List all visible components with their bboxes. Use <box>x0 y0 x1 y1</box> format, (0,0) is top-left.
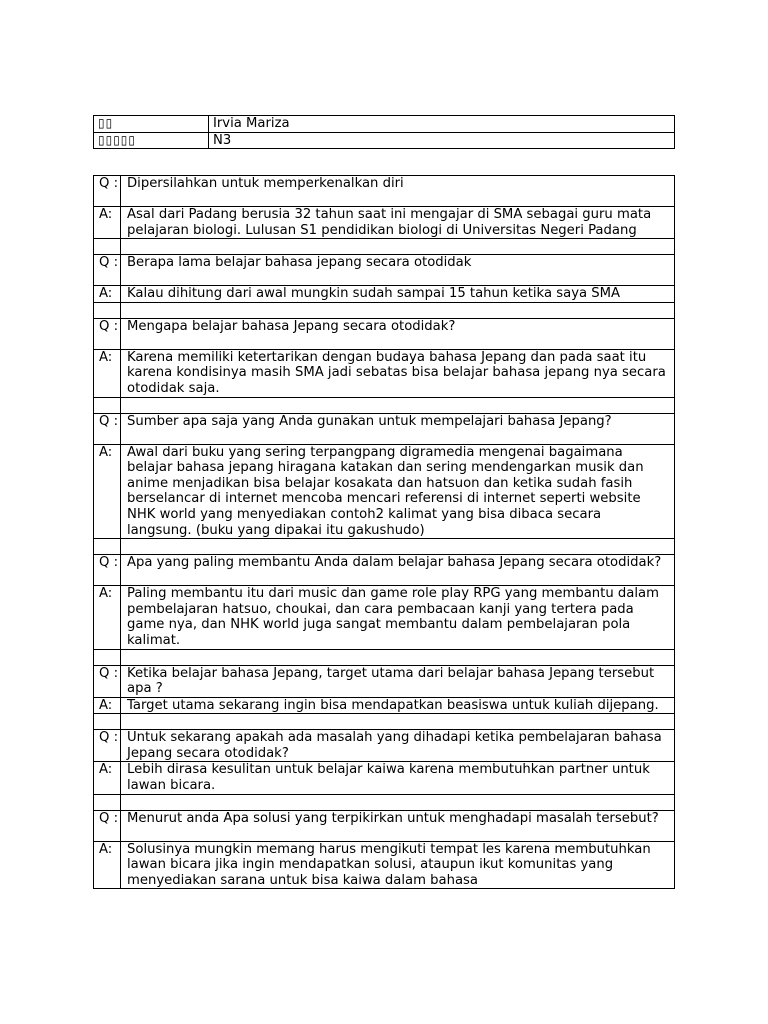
question-marker: Q : <box>94 555 121 586</box>
answer-marker: A: <box>94 841 121 889</box>
question-marker: Q : <box>94 413 121 444</box>
answer-text: Awal dari buku yang sering terpangpang digramedia mengenai bagaimana belajar bahasa jepang hiragana katakan dan sering mendengarkan musik dan anime menjadikan bisa belajar kosakata dan hatsuon dan ketika sudah fasih berselancar di internet mencoba mencari referensi di internet seperti website NHK world yang menyediakan contoh2 kalimat yang bisa dibaca secara langsung. (buku yang dipakai itu gakushudo) <box>121 444 675 539</box>
spacer-row <box>94 239 675 255</box>
question-marker: Q : <box>94 255 121 286</box>
interview-qa-table <box>93 175 675 889</box>
question-marker: Q : <box>94 176 121 207</box>
spacer-row <box>94 714 675 730</box>
answer-text: Paling membantu itu dari music dan game role play RPG yang membantu dalam pembelajaran hatsuo, choukai, dan cara pembacaan kanji yang tertera pada game nya, dan NHK world juga sangat membantu dalam pembelajaran pola kalimat. <box>121 586 675 649</box>
question-marker: Q : <box>94 810 121 841</box>
question-row <box>94 730 675 762</box>
question-marker: Q : <box>94 730 121 762</box>
answer-row <box>94 841 675 889</box>
answer-text: Asal dari Padang berusia 32 tahun saat ini mengajar di SMA sebagai guru mata pelajaran biologi. Lulusan S1 pendidikan biologi di Universitas Negeri Padang <box>121 207 675 239</box>
info-row-level <box>94 132 675 149</box>
question-row <box>94 413 675 444</box>
answer-marker: A: <box>94 586 121 649</box>
answer-marker: A: <box>94 349 121 397</box>
question-row <box>94 810 675 841</box>
answer-text: Lebih dirasa kesulitan untuk belajar kaiwa karena membutuhkan partner untuk lawan bicara. <box>121 762 675 794</box>
question-row <box>94 665 675 697</box>
answer-row <box>94 762 675 794</box>
question-marker: Q : <box>94 318 121 349</box>
spacer-row <box>94 539 675 555</box>
answer-row <box>94 349 675 397</box>
answer-marker: A: <box>94 697 121 714</box>
info-row-name <box>94 116 675 133</box>
question-text: Sumber apa saja yang Anda gunakan untuk mempelajari bahasa Jepang? <box>121 413 675 444</box>
answer-marker: A: <box>94 762 121 794</box>
question-text: Mengapa belajar bahasa Jepang secara otodidak? <box>121 318 675 349</box>
question-text: Apa yang paling membantu Anda dalam belajar bahasa Jepang secara otodidak? <box>121 555 675 586</box>
question-text: Dipersilahkan untuk memperkenalkan diri <box>121 176 675 207</box>
respondent-info-table <box>93 115 675 149</box>
answer-row <box>94 697 675 714</box>
info-label: ▯▯▯▯▯ <box>94 132 209 149</box>
answer-marker: A: <box>94 444 121 539</box>
answer-text: Kalau dihitung dari awal mungkin sudah sampai 15 tahun ketika saya SMA <box>121 286 675 303</box>
info-value: Irvia Mariza <box>209 116 675 133</box>
question-marker: Q : <box>94 665 121 697</box>
answer-marker: A: <box>94 286 121 303</box>
spacer-row <box>94 649 675 665</box>
question-row <box>94 255 675 286</box>
answer-row <box>94 444 675 539</box>
question-row <box>94 318 675 349</box>
answer-text: Target utama sekarang ingin bisa mendapatkan beasiswa untuk kuliah dijepang. <box>121 697 675 714</box>
answer-text: Solusinya mungkin memang harus mengikuti tempat les karena membutuhkan lawan bicara jika ingin mendapatkan solusi, ataupun ikut komunitas yang menyediakan sarana untuk bisa kaiwa dalam bahasa <box>121 841 675 889</box>
info-label: ▯▯ <box>94 116 209 133</box>
question-row <box>94 555 675 586</box>
answer-text: Karena memiliki ketertarikan dengan budaya bahasa Jepang dan pada saat itu karena kondisinya masih SMA jadi sebatas bisa belajar bahasa jepang nya secara otodidak saja. <box>121 349 675 397</box>
question-row <box>94 176 675 207</box>
answer-row <box>94 586 675 649</box>
question-text: Untuk sekarang apakah ada masalah yang dihadapi ketika pembelajaran bahasa Jepang secara otodidak? <box>121 730 675 762</box>
answer-row <box>94 286 675 303</box>
info-value: N3 <box>209 132 675 149</box>
question-text: Ketika belajar bahasa Jepang, target utama dari belajar bahasa Jepang tersebut apa ? <box>121 665 675 697</box>
question-text: Berapa lama belajar bahasa jepang secara otodidak <box>121 255 675 286</box>
answer-marker: A: <box>94 207 121 239</box>
spacer-row <box>94 397 675 413</box>
spacer-row <box>94 794 675 810</box>
question-text: Menurut anda Apa solusi yang terpikirkan untuk menghadapi masalah tersebut? <box>121 810 675 841</box>
spacer-row <box>94 302 675 318</box>
answer-row <box>94 207 675 239</box>
